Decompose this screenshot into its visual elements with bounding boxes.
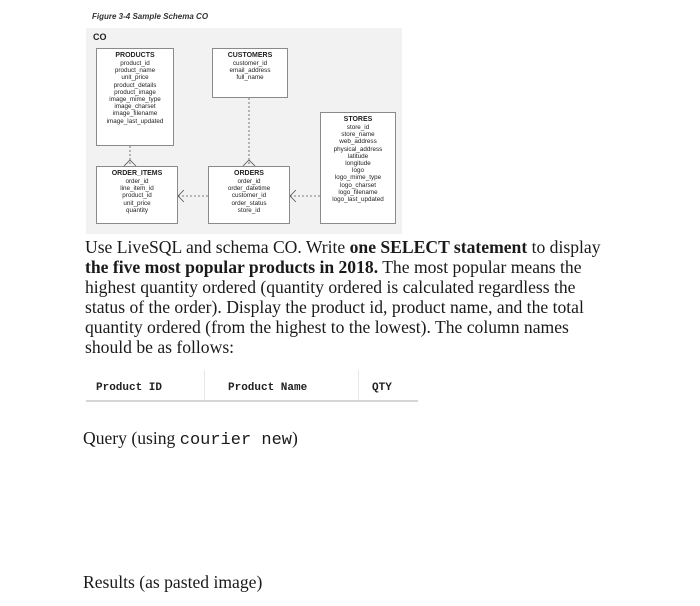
column: full_name	[236, 74, 264, 82]
column: logo_filename	[338, 188, 378, 196]
column: image_filename	[112, 110, 158, 118]
column: order_datetime	[227, 185, 271, 193]
table-name: ORDERS	[234, 170, 264, 177]
column: customer_id	[232, 60, 268, 67]
column: unit_price	[121, 74, 149, 82]
question-part: The most popular means the highest quantity ordered (quantity ordered is calculated regardless the status of the order). Display the product id, product name, and the total quantity ordered (from the highest to the lowest). The column names should be as follows:	[85, 257, 584, 357]
table-customers	[212, 48, 288, 98]
question-emphasis: the five most popular products in 2018.	[85, 257, 379, 277]
question-part: Use LiveSQL and schema CO. Write	[85, 237, 350, 257]
column: store_name	[341, 131, 375, 139]
column: logo_charset	[339, 181, 377, 189]
column-header-product-name: Product Name	[228, 382, 308, 394]
question-part: to display	[527, 237, 601, 257]
table-name: PRODUCTS	[115, 52, 155, 59]
expected-columns-header	[86, 370, 418, 402]
column: physical_address	[333, 145, 383, 153]
header-divider	[204, 370, 205, 400]
query-label-font: courier new	[179, 431, 292, 450]
table-stores	[320, 112, 396, 224]
header-divider	[358, 370, 359, 400]
column: order_status	[231, 199, 267, 207]
column: customer_id	[231, 192, 267, 200]
table-products	[96, 48, 174, 146]
column: logo	[352, 167, 364, 175]
column: product_id	[122, 192, 152, 200]
column: longitude	[345, 160, 371, 168]
column: product_details	[113, 81, 157, 89]
question-text	[85, 237, 605, 357]
question-emphasis: one SELECT statement	[349, 237, 528, 257]
column: image_charset	[114, 103, 156, 111]
schema-title: CO	[93, 32, 107, 42]
column: latitude	[347, 152, 369, 160]
column: store_id	[346, 124, 370, 131]
query-label-prefix: Query (using	[83, 428, 180, 448]
column: order_id	[237, 178, 261, 185]
schema-diagram	[86, 28, 402, 234]
results-label: Results (as pasted image)	[83, 572, 263, 592]
column: product_image	[114, 88, 156, 96]
column: product_id	[120, 60, 150, 67]
column-header-product-id: Product ID	[96, 382, 163, 394]
table-order-items	[96, 166, 178, 224]
column: order_id	[125, 178, 149, 185]
table-orders	[208, 166, 290, 224]
table-name: STORES	[343, 116, 373, 123]
column: unit_price	[123, 199, 151, 207]
table-name: CUSTOMERS	[227, 52, 273, 59]
column: email_address	[229, 67, 271, 75]
query-label	[83, 428, 298, 450]
column: image_mime_type	[109, 96, 161, 104]
column: store_id	[237, 206, 261, 214]
column: quantity	[125, 206, 149, 214]
column: line_item_id	[120, 185, 154, 193]
column: logo_last_updated	[332, 196, 384, 204]
column: web_address	[339, 138, 377, 146]
column: image_last_updated	[106, 117, 164, 125]
column-header-qty: QTY	[372, 382, 392, 394]
figure-caption: Figure 3-4 Sample Schema CO	[92, 12, 209, 21]
query-label-suffix: )	[291, 428, 298, 448]
table-name: ORDER_ITEMS	[111, 170, 163, 177]
column: product_name	[114, 67, 156, 75]
column: logo_mime_type	[334, 174, 382, 182]
